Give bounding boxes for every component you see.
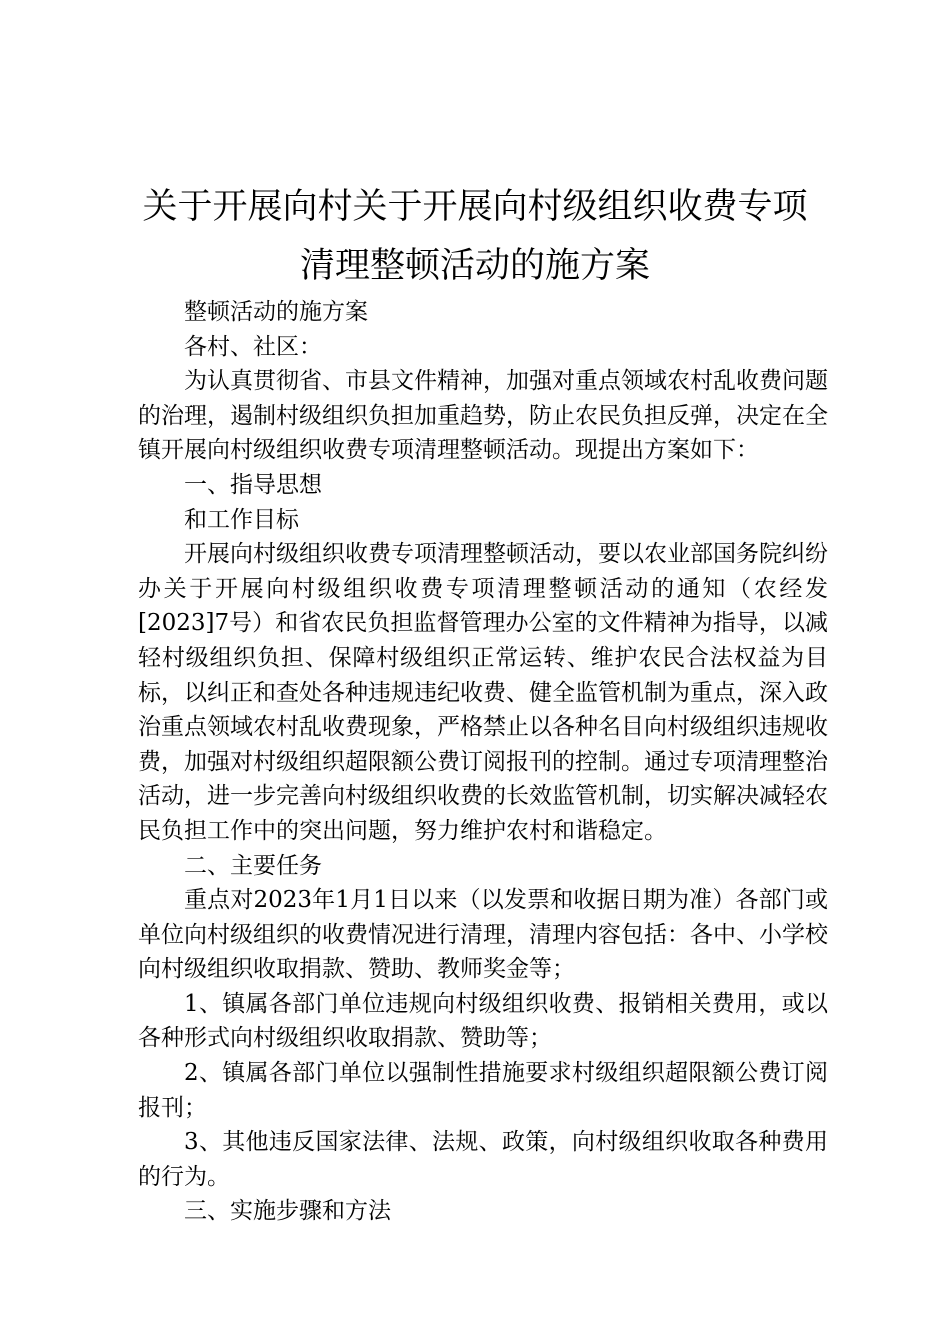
paragraph-main-tasks: 重点对2023年1月1日以来（以发票和收据日期为准）各部门或单位向村级组织的收费情况进行清理，清理内容包括：各中、小学校向村级组织收取捐款、赞助、教师奖金等； [138, 887, 828, 983]
section-heading-work-goals: 和工作目标 [184, 506, 299, 533]
paragraph-task-1: 1、镇属各部门单位违规向村级组织收费、报销相关费用，或以各种形式向村级组织收取捐款、赞助等； [138, 990, 828, 1052]
section-heading-main-tasks: 二、主要任务 [184, 852, 322, 879]
section-heading-guiding-ideology: 一、指导思想 [184, 471, 322, 498]
paragraph-guiding-content: 开展向村级组织收费专项清理整顿活动，要以农业部国务院纠纷办关于开展向村级组织收费专项清理整顿活动的通知（农经发[2023]7号）和省农民负担监督管理办公室的文件精神为指导，以减轻村级组织负担、保障村级组织正常运转、维护农民合法权益为目标，以纠正和查处各种违规违纪收费、健全监管机制为重点，深入政治重点领域农村乱收费现象，严格禁止以各种名目向村级组织违规收费，加强对村级组织超限额公费订阅报刊的控制。通过专项清理整治活动，进一步完善向村级组织收费的长效监管机制，切实解决减轻农民负担工作中的突出问题，努力维护农村和谐稳定。 [138, 541, 828, 844]
document-title-line-2: 清理整顿活动的施方案 [299, 246, 650, 286]
document-body [138, 295, 828, 1229]
paragraph-subtitle: 整顿活动的施方案 [184, 299, 368, 325]
paragraph-salutation: 各村、社区： [184, 333, 322, 360]
paragraph-task-3: 3、其他违反国家法律、法规、政策，向村级组织收取各种费用的行为。 [138, 1129, 828, 1190]
paragraph-task-2: 2、镇属各部门单位以强制性措施要求村级组织超限额公费订阅报刊； [138, 1060, 828, 1121]
paragraph-intro: 为认真贯彻省、市县文件精神，加强对重点领域农村乱收费问题的治理，遏制村级组织负担加重趋势，防止农民负担反弹，决定在全镇开展向村级组织收费专项清理整顿活动。现提出方案如下： [138, 368, 828, 464]
section-heading-implementation: 三、实施步骤和方法 [184, 1198, 391, 1225]
document-title-line-1: 关于开展向村关于开展向村级组织收费专项 [142, 187, 808, 227]
